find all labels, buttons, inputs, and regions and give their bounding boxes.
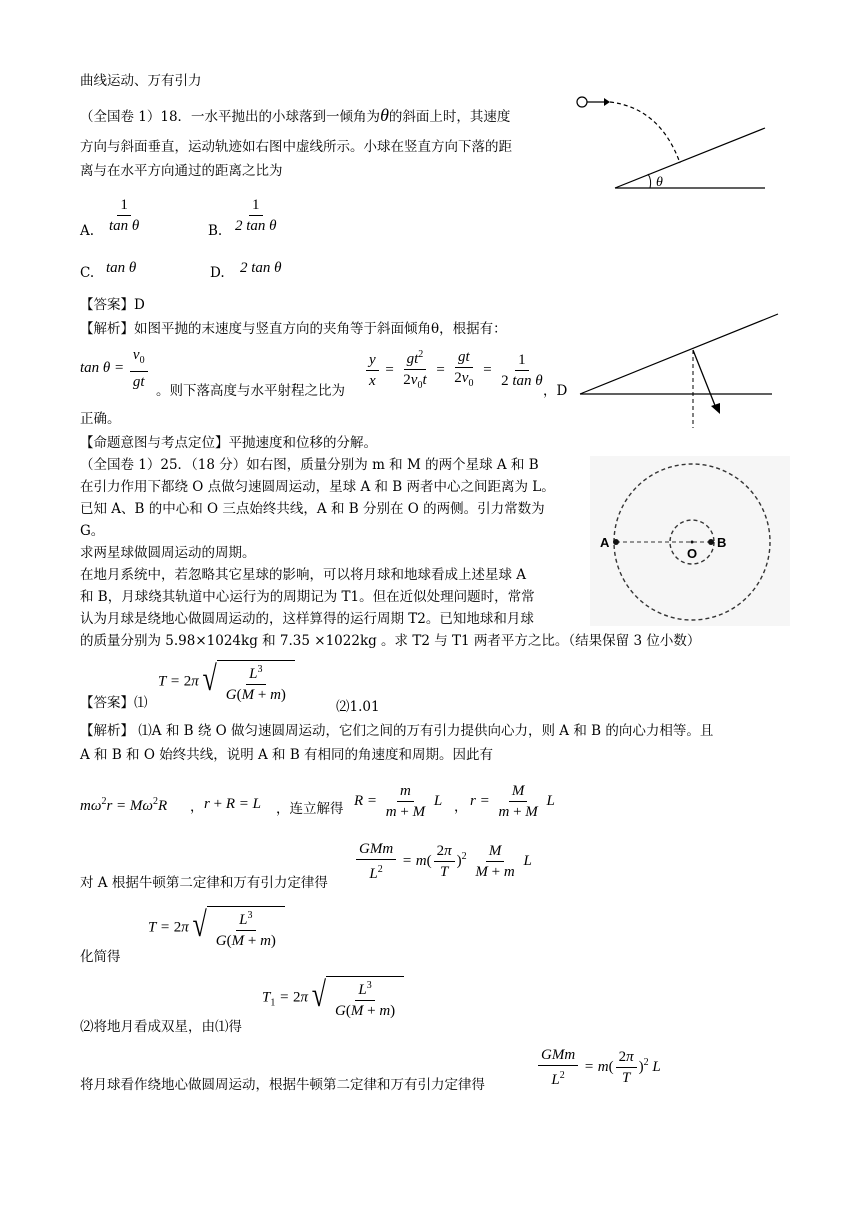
q25-line6: 在地月系统中，若忽略其它星球的影响，可以将月球和地球看成上述星球 A (80, 567, 527, 583)
option-d-label: D. (210, 265, 225, 281)
q25-line4: G。 (80, 523, 105, 539)
q18-incline-figure (570, 88, 780, 198)
q25-line9: 的质量分别为 5.98×1024kg 和 7.35 ×1022kg 。求 T2 与 T1 两者平方之比。（结果保留 3 位小数） (80, 633, 701, 649)
option-b-num: 1 (249, 196, 263, 216)
incline-angle-label: θ (656, 175, 663, 190)
q18-analysis-end: ，D (543, 383, 568, 399)
option-b-value (230, 196, 282, 235)
q25-orbit-figure (590, 456, 790, 626)
q25-exp6: ⑵将地月看成双星，由⑴得 (80, 1019, 242, 1035)
option-b-label: B. (208, 223, 223, 239)
formula-period-simplified: T = 2π √ $\frac{L^3}{G(M + m)}$ (148, 906, 285, 950)
q25-exp2: A 和 B 和 O 始终共线，说明 A 和 B 有相同的角速度和周期。因此有 (80, 747, 494, 763)
formula-R: R = $\frac{m}{m + M}$ L (354, 783, 443, 820)
formula-newton-moon: $\frac{\text{GMm}}{L^2}$ = m( $\frac{2\pi}{T}$ )$^2$ L (536, 1046, 661, 1089)
formula-tan-theta: tan θ = $\frac{v_0}{gt}$ (80, 346, 150, 391)
q25-answer-label: 【答案】⑴ (80, 695, 148, 711)
option-a-value (104, 196, 144, 235)
label-o: O (687, 546, 698, 561)
q25-line7: 和 B，月球绕其轨道中心运行为的周期记为 T1。但在近似处理问题时，常常 (80, 589, 535, 605)
velocity-arrow-icon (711, 403, 720, 414)
q25-answer-2: ⑵1.01 (336, 699, 380, 715)
ball-icon (577, 97, 587, 107)
label-a: A (600, 535, 610, 550)
q18-analysis: 【解析】如图平抛的末速度与竖直方向的夹角等于斜面倾角θ，根据有： (80, 321, 507, 337)
q25-exp4: 对 A 根据牛顿第二定律和万有引力定律得 (80, 875, 328, 891)
formula-r: r = $\frac{M}{m + M}$ L (470, 783, 555, 820)
option-b-den: 2 tan θ (235, 218, 277, 234)
q25-line2: 在引力作用下都绕 O 点做匀速圆周运动，星球 A 和 B 两者中心之间距离为 L。 (80, 479, 555, 495)
formula-newton-a: $\frac{\text{GMm}}{L^2}$ = m( $\frac{2\pi}{T}$ )$^2$ $\frac{M}{M + m}$ L (354, 840, 532, 883)
q18-theta: θ (380, 105, 389, 125)
q25-line1: （全国卷 1）25．（18 分）如右图，质量分别为 m 和 M 的两个星球 A 和 B (80, 457, 539, 473)
q18-velocity-figure (578, 310, 784, 430)
q25-line5: 求两星球做圆周运动的周期。 (80, 545, 256, 561)
q18-line1a: （全国卷 1）18．一水平抛出的小球落到一倾角为 (80, 109, 381, 125)
formula-sum: r + R = L (204, 796, 261, 812)
q25-line3: 已知 A、B 的中心和 O 三点始终共线，A 和 B 分别在 O 的两侧。引力常数为 (80, 501, 545, 517)
q25-line8: 认为月球是绕地心做圆周运动的，这样算得的运行周期 T2。已知地球和月球 (80, 611, 534, 627)
q25-exp3-comma2: ， (454, 799, 468, 815)
q25-exp1: 【解析】 ⑴A 和 B 绕 O 做匀速圆周运动，它们之间的万有引力提供向心力，则 A 和 B 的向心力相等。且 (80, 723, 714, 739)
q25-exp5: 化简得 (80, 949, 121, 965)
q18-line1 (80, 106, 510, 126)
q25-exp7: 将月球看作绕地心做圆周运动，根据牛顿第二定律和万有引力定律得 (80, 1077, 485, 1093)
option-c-value: tan θ (106, 260, 137, 276)
q18-intent: 【命题意图与考点定位】平抛速度和位移的分解。 (80, 435, 377, 451)
option-a-label: A. (80, 223, 95, 239)
q18-line3: 离与在水平方向通过的距离之比为 (80, 163, 283, 179)
option-a-num: 1 (117, 196, 131, 216)
label-b: B (717, 535, 727, 550)
q18-line1b: 的斜面上时，其速度 (388, 109, 511, 125)
q18-answer: 【答案】D (80, 297, 145, 313)
formula-centripetal: $m\omega^2r = M\omega^2R$ (80, 796, 168, 814)
option-c-label: C. (80, 265, 95, 281)
q18-analysis-last: 正确。 (80, 411, 121, 427)
star-a-icon (613, 539, 619, 545)
q18-analysis-mid: 。则下落高度与水平射程之比为 (156, 383, 345, 399)
formula-period-answer: T = 2π √ $\frac{L^3}{G(M + m)}$ (158, 660, 295, 704)
center-o-icon (691, 541, 694, 544)
formula-period-t1: $T_1 = 2\pi$ √ $\frac{L^3}{G(M + m)}$ (262, 976, 404, 1020)
q18-line2: 方向与斜面垂直，运动轨迹如右图中虚线所示。小球在竖直方向下落的距 (80, 139, 512, 155)
page-heading: 曲线运动、万有引力 (80, 73, 202, 89)
option-a-den: tan θ (109, 218, 140, 234)
option-d-value: 2 tan θ (240, 260, 282, 276)
q25-exp3-comma1: ， (190, 799, 204, 815)
formula-ratio: $\frac{y}{x}$ = $\frac{gt^2}{2v_0t}$ = $\frac{gt}{2v_0}$ = $\frac{1}{\text{2 tan θ}}$ (364, 346, 548, 395)
star-b-icon (708, 539, 714, 545)
q25-exp3-mid2: ，连立解得 (276, 801, 344, 817)
